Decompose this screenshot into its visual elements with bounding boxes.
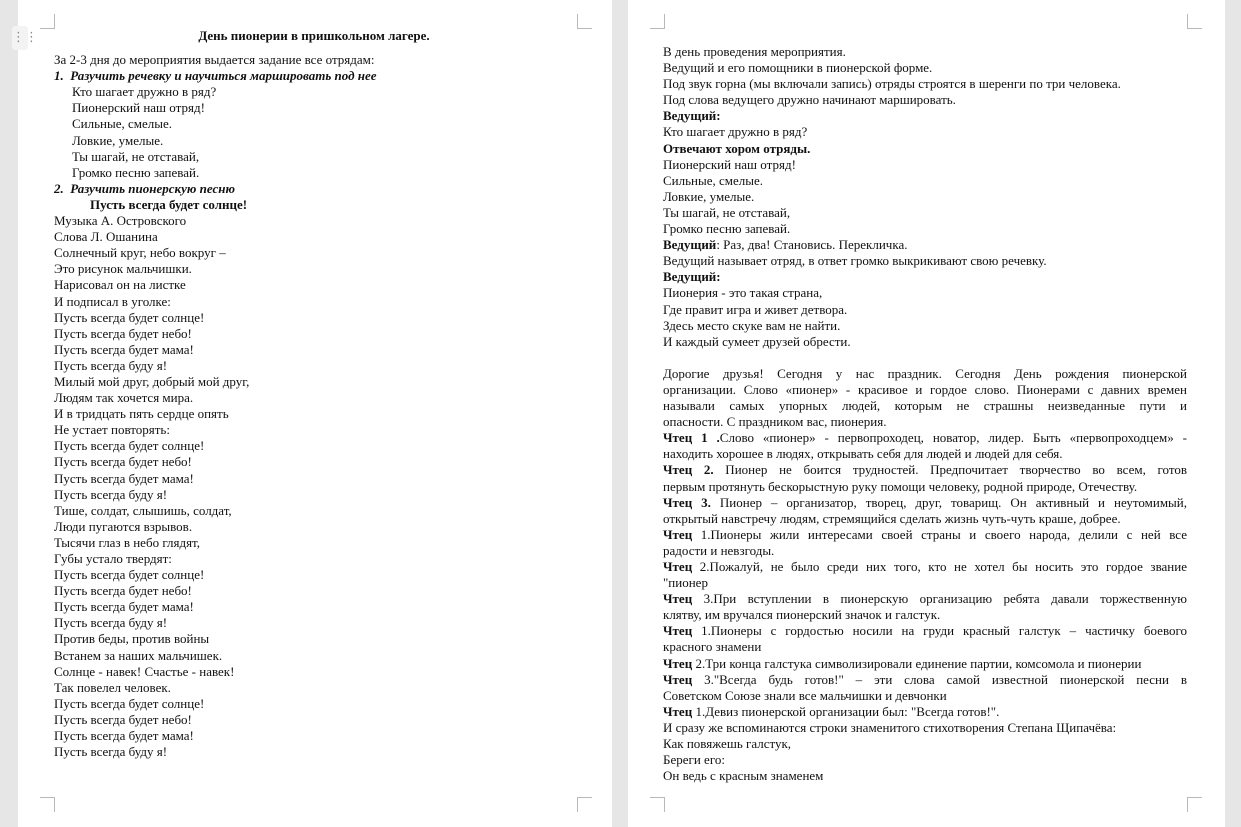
reader-line: находить хорошее в людях, открывать себя для людей и людей для себя. [663, 446, 1063, 462]
text-line: Ведущий: Раз, два! Становись. Перекличка. [663, 237, 908, 253]
song-line: Нарисовал он на листке [54, 277, 186, 293]
text-line: Пионерия - это такая страна, [663, 285, 823, 301]
poem-line: Береги его: [663, 752, 725, 768]
stage-direction: Отвечают хором отряды. [663, 140, 811, 156]
paragraph-line: опасности. С праздником вас, пионерия. [663, 414, 887, 430]
song-line: Солнце - навек! Счастье - навек! [54, 663, 235, 679]
song-line: Пусть всегда будет небо! [54, 454, 192, 470]
song-line: Пусть всегда буду я! [54, 486, 168, 502]
text-line: Ведущий называет отряд, в ответ громко выкрикивают свою речевку. [663, 253, 1047, 269]
reader-line: Чтец 3.При вступлении в пионерскую организацию ребята давали торжественную [663, 591, 1187, 607]
reader-line: Советском Союзе знали все мальчишки и девчонки [663, 687, 947, 703]
task-item-1: 1. Разучить речевку и научиться маршировать под нее [54, 68, 377, 84]
page-left-body [54, 28, 574, 760]
reader-line: Чтец 2.Пожалуй, не было среди них того, кто не хотел бы носить это гордое звание [663, 559, 1187, 574]
crop-mark-bottom-right [577, 797, 592, 812]
reader-line: "пионер [663, 575, 708, 591]
song-line: Пусть всегда буду я! [54, 615, 168, 631]
song-line: Пусть всегда будет небо! [54, 711, 192, 727]
crop-mark-bottom-left [650, 797, 665, 812]
crop-mark-bottom-right [1187, 797, 1202, 812]
text-line: Ты шагай, не отставай, [663, 204, 791, 220]
text-line: Где правит игра и живет детвора. [663, 301, 848, 317]
poem-line: Как повяжешь галстук, [663, 736, 792, 752]
chant-line: Ты шагай, не отставай, [72, 148, 200, 164]
song-line: Людям так хочется мира. [54, 390, 194, 406]
document-title: День пионерии в пришкольном лагере. [198, 28, 430, 43]
reader-line: Чтец 2.Три конца галстука символизировали единение партии, комсомола и пионерии [663, 655, 1142, 671]
song-line: И в тридцать пять сердце опять [54, 406, 229, 422]
song-line: Пусть всегда будет солнце! [54, 438, 205, 454]
text-line: В день проведения мероприятия. [663, 44, 846, 59]
chant-line: Сильные, смелые. [72, 116, 173, 132]
text-line: Пионерский наш отряд! [663, 156, 796, 172]
text-line: Кто шагает дружно в ряд? [663, 124, 808, 140]
poem-line: Он ведь с красным знаменем [663, 768, 824, 784]
crop-mark-bottom-left [40, 797, 55, 812]
reader-line: красного знамени [663, 639, 762, 655]
song-title: Пусть всегда будет солнце! [90, 196, 248, 212]
song-line: Это рисунок мальчишки. [54, 261, 192, 277]
page-right-body [663, 44, 1187, 784]
song-line: Пусть всегда будет солнце! [54, 309, 205, 325]
song-line: Тысячи глаз в небо глядят, [54, 534, 201, 550]
drag-handle-icon[interactable]: ⋮⋮ [12, 26, 28, 50]
song-line: И подписал в уголке: [54, 293, 171, 309]
song-line: Пусть всегда будет солнце! [54, 567, 205, 583]
text-line: И каждый сумеет друзей обрести. [663, 333, 851, 349]
reader-line: Чтец 1.Пионеры жили интересами своей страны и своего народа, делили с ней все [663, 526, 1187, 542]
reader-line: Чтец 1 .Слово «пионер» - первопроходец, новатор, лидер. Быть «первопроходцем» - [663, 430, 1187, 446]
song-line: Пусть всегда будет солнце! [54, 695, 205, 711]
song-line: Солнечный круг, небо вокруг – [54, 245, 226, 261]
song-line: Губы устало твердят: [54, 551, 172, 566]
paragraph-line: организации. Слово «пионер» - красивое и гордое слово. Пионерами с давних времен [663, 381, 1187, 397]
speaker-label: Ведущий: [663, 269, 721, 285]
song-line: Милый мой друг, добрый мой друг, [54, 373, 250, 389]
chant-line: Громко песню запевай. [72, 164, 200, 180]
text-line: Под слова ведущего дружно начинают маршировать. [663, 92, 956, 108]
crop-mark-top-right [1187, 14, 1202, 29]
song-line: Пусть всегда будет мама! [54, 341, 194, 357]
song-line: Не устает повторять: [54, 422, 170, 438]
song-lyrics [54, 213, 574, 760]
song-line: Пусть всегда будет мама! [54, 728, 194, 744]
reader-line: клятву, им вручался пионерский значок и галстук. [663, 607, 941, 623]
reader-line: Чтец 1.Девиз пионерской организации был: "Всегда готов!". [663, 703, 1000, 719]
song-line: Против беды, против войны [54, 631, 210, 647]
task-item-2: 2. Разучить пионерскую песню [54, 180, 235, 196]
text-line: Ведущий и его помощники в пионерской форме. [663, 60, 933, 76]
paragraph-line: Дорогие друзья! Сегодня у нас праздник. Сегодня День рождения пионерской [663, 365, 1187, 381]
paragraph-line: называли самых упорных людей, которым не страшны неизведанные пути и [663, 398, 1187, 414]
reader-line: радости и невзгоды. [663, 542, 775, 558]
song-line: Встанем за наших мальчишек. [54, 647, 223, 663]
chant-block [54, 84, 574, 181]
crop-mark-top-left [40, 14, 55, 29]
song-line: Слова Л. Ошанина [54, 229, 158, 245]
blank-line [663, 350, 1187, 366]
song-line: Пусть всегда будет небо! [54, 583, 192, 599]
song-line: Так повелел человек. [54, 679, 171, 695]
reader-line: открытый навстречу людям, стремящийся сделать жизнь чуть-чуть краше, добрее. [663, 510, 1121, 526]
document-page-left [18, 0, 612, 827]
song-line: Пусть всегда буду я! [54, 744, 168, 760]
reader-line: Чтец 1.Пионеры с гордостью носили на груди красный галстук – частичку боевого [663, 623, 1187, 639]
crop-mark-top-right [577, 14, 592, 29]
song-line: Музыка А. Островского [54, 213, 187, 229]
song-line: Пусть всегда будет мама! [54, 470, 194, 486]
crop-mark-top-left [650, 14, 665, 29]
song-line: Пусть всегда будет небо! [54, 325, 192, 341]
reader-line: первым протянуть бескорыстную руку помощи человеку, родной природе, Отечеству. [663, 478, 1138, 494]
chant-line: Пионерский наш отряд! [72, 100, 205, 116]
text-line: И сразу же вспоминаются строки знаменитого стихотворения Степана Щипачёва: [663, 719, 1117, 735]
song-line: Люди пугаются взрывов. [54, 518, 193, 534]
song-line: Тише, солдат, слышишь, солдат, [54, 502, 232, 518]
text-line: Здесь место скуке вам не найти. [663, 317, 841, 333]
text-line: Сильные, смелые. [663, 172, 764, 188]
song-line: Пусть всегда буду я! [54, 357, 168, 373]
reader-line: Чтец 3. Пионер – организатор, творец, друг, товарищ. Он активный и неутомимый, [663, 494, 1187, 510]
text-line: Ловкие, умелые. [663, 188, 755, 204]
intro-line: За 2-3 дня до мероприятия выдается задание все отрядам: [54, 52, 375, 68]
song-line: Пусть всегда будет мама! [54, 599, 194, 615]
reader-line: Чтец 2. Пионер не боится трудностей. Предпочитает творчество во всем, готов [663, 462, 1187, 478]
speaker-label: Ведущий: [663, 108, 721, 124]
text-line: Под звук горна (мы включали запись) отряды строятся в шеренги по три человека. [663, 76, 1121, 92]
reader-line: Чтец 3."Всегда будь готов!" – эти слова самой известной пионерской песни в [663, 671, 1187, 687]
chant-line: Ловкие, умелые. [72, 132, 164, 148]
chant-line: Кто шагает дружно в ряд? [72, 84, 217, 100]
text-line: Громко песню запевай. [663, 221, 791, 237]
document-page-right [628, 0, 1225, 827]
